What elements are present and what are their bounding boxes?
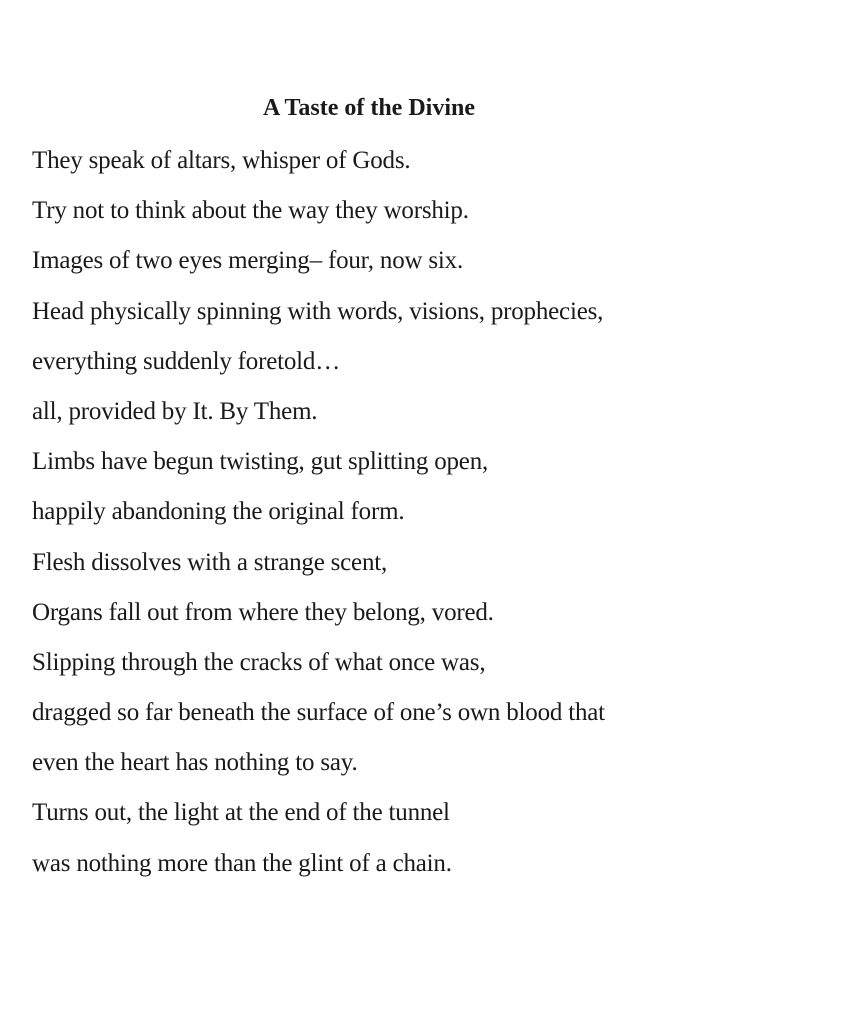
poem-line: Flesh dissolves with a strange scent, <box>32 548 388 576</box>
poem-line: all, provided by It. By Them. <box>32 397 318 425</box>
poem-line: Limbs have begun twisting, gut splitting open, <box>32 448 489 476</box>
poem-line: dragged so far beneath the surface of one’s own blood that <box>32 699 605 727</box>
poem-line: Try not to think about the way they worship. <box>32 197 469 225</box>
poem-line: happily abandoning the original form. <box>32 498 405 526</box>
poem-line: was nothing more than the glint of a chain. <box>32 849 452 877</box>
poem-line: Head physically spinning with words, visions, prophecies, <box>32 297 604 325</box>
poem-line: even the heart has nothing to say. <box>32 749 358 777</box>
poem-line: Turns out, the light at the end of the tunnel <box>32 799 450 827</box>
poem-line: Slipping through the cracks of what once was, <box>32 648 486 676</box>
poem-line: Images of two eyes merging– four, now six. <box>32 247 464 275</box>
poem-line: They speak of altars, whisper of Gods. <box>32 147 411 174</box>
poem-line: everything suddenly foretold… <box>32 347 341 375</box>
poem-body <box>32 136 832 889</box>
poem-line: Organs fall out from where they belong, vored. <box>32 598 494 626</box>
poem-title: A Taste of the Divine <box>262 95 475 121</box>
